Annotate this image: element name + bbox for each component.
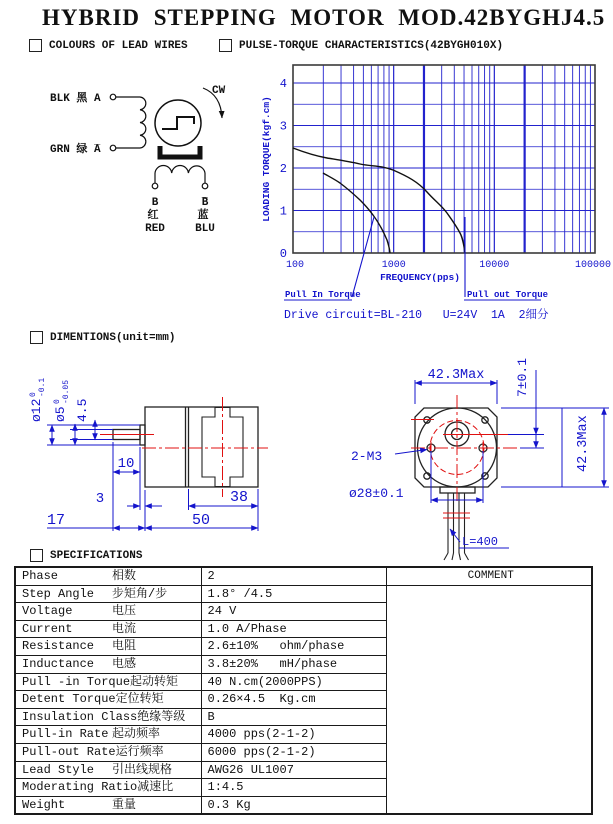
lead-abar-label: GRN 绿 A̅ bbox=[50, 144, 101, 156]
lead-bbar-label: B̅ bbox=[201, 197, 209, 209]
y-tick: 3 bbox=[279, 119, 287, 134]
cw-label: CW bbox=[212, 85, 226, 97]
section-lead-wires bbox=[29, 39, 188, 52]
drive-circuit-caption: Drive circuit=BL-210 U=24V 1A 2细分 bbox=[284, 309, 549, 322]
spec-value-cell: 0.3 Kg bbox=[201, 796, 386, 814]
checkbox-icon bbox=[30, 331, 43, 344]
dim-4-5-label: 4.5 bbox=[75, 398, 90, 422]
spec-label-cell: Current 电流 bbox=[15, 620, 201, 638]
dim-bolt-circle-label: ø28±0.1 bbox=[349, 486, 404, 501]
svg-text:0: 0 bbox=[29, 392, 38, 397]
dim-3-label: 3 bbox=[95, 491, 105, 507]
y-axis-label: LOADING TORQUE(kgf.cm) bbox=[261, 96, 272, 222]
spec-value-cell: 24 V bbox=[201, 603, 386, 621]
spec-label-cell: Pull-out Rate运行频率 bbox=[15, 743, 201, 761]
lead-b-en-label: RED bbox=[145, 223, 165, 235]
pull-in-curve bbox=[323, 173, 390, 253]
rotor-symbol bbox=[162, 117, 194, 129]
x-tick: 100 bbox=[285, 260, 305, 271]
spec-label-cell: Lead Style 引出线规格 bbox=[15, 761, 201, 779]
x-tick: 1000 bbox=[381, 260, 406, 271]
chart-grid bbox=[293, 65, 595, 253]
y-tick: 0 bbox=[279, 247, 287, 261]
spec-label-cell: Weight 重量 bbox=[15, 796, 201, 814]
spec-label-cell: Moderating Ratio减速比 bbox=[15, 779, 201, 797]
table-row bbox=[15, 585, 592, 603]
pull-out-label: Pull out Torque bbox=[467, 290, 549, 300]
terminal-abar-dot bbox=[110, 145, 116, 151]
motor-front-view bbox=[349, 358, 609, 560]
svg-text:ø5: ø5 bbox=[53, 406, 68, 422]
svg-text:-0.1: -0.1 bbox=[38, 377, 47, 397]
spec-value-cell: 3.8±20% mH/phase bbox=[201, 655, 386, 673]
shaft-dia5-label bbox=[53, 380, 71, 422]
terminal-b-dot bbox=[152, 183, 158, 189]
lead-length-label: L=400 bbox=[462, 535, 499, 549]
svg-text:-0.05: -0.05 bbox=[62, 379, 71, 404]
y-tick: 2 bbox=[279, 162, 287, 176]
page-title: HYBRID STEPPING MOTOR MOD.42BYGHJ4.5 bbox=[42, 5, 606, 30]
x-tick: 100000 bbox=[574, 260, 612, 271]
dim-17-label: 17 bbox=[46, 512, 66, 529]
lead-a-label: BLK 黑 A bbox=[50, 93, 101, 105]
section-pulse-torque-label: PULSE-TORQUE CHARACTERISTICS(42BYGH010X) bbox=[239, 39, 504, 52]
lead-b-label: B bbox=[151, 197, 159, 209]
spec-table bbox=[14, 566, 593, 815]
checkbox-icon bbox=[219, 39, 232, 52]
spec-value-cell: 1:4.5 bbox=[201, 779, 386, 797]
spec-value-cell: 1.8° /4.5 bbox=[201, 585, 386, 603]
table-row bbox=[15, 567, 592, 585]
dim-height-label: 42.3Max bbox=[576, 415, 591, 472]
phase-a-coil bbox=[140, 97, 146, 148]
y-tick: 1 bbox=[279, 204, 287, 219]
spec-label-cell: Voltage 电压 bbox=[15, 603, 201, 621]
y-axis-ticks bbox=[280, 77, 287, 261]
dim-width-label: 42.3Max bbox=[427, 368, 485, 383]
spec-value-cell: 0.26×4.5 Kg.cm bbox=[201, 691, 386, 709]
pull-in-label: Pull In Torque bbox=[285, 290, 361, 300]
dim-50-label: 50 bbox=[191, 512, 211, 529]
phase-b-coil bbox=[155, 166, 205, 173]
spec-label-cell: Step Angle 步矩角/步 bbox=[15, 585, 201, 603]
spec-value-cell: 2 bbox=[201, 567, 386, 585]
spec-label-cell: Detent Torque定位转矩 bbox=[15, 691, 201, 709]
spec-label-cell: Phase 相数 bbox=[15, 567, 201, 585]
spec-value-cell: 1.0 A/Phase bbox=[201, 620, 386, 638]
shaft-dia12-label bbox=[29, 378, 47, 422]
x-axis-ticks bbox=[286, 260, 611, 271]
spec-value-cell: 2.6±10% ohm/phase bbox=[201, 638, 386, 656]
lead-wires bbox=[444, 493, 469, 560]
section-dimensions bbox=[30, 331, 175, 344]
svg-text:0: 0 bbox=[53, 399, 62, 404]
motor-side-view bbox=[29, 378, 268, 531]
dimension-drawings bbox=[14, 350, 613, 563]
svg-text:ø12: ø12 bbox=[29, 398, 44, 422]
lead-bbar-cn-label: 蓝 bbox=[197, 210, 209, 222]
spec-label-cell: Inductance 电感 bbox=[15, 655, 201, 673]
lead-bbar-en-label: BLU bbox=[195, 223, 215, 235]
comment-header-cell: COMMENT bbox=[386, 567, 592, 585]
spec-value-cell: B bbox=[201, 708, 386, 726]
dim-m3-label: 2-M3 bbox=[351, 449, 383, 464]
terminal-bbar-dot bbox=[202, 183, 208, 189]
checkbox-icon bbox=[30, 549, 43, 562]
lead-b-cn-label: 红 bbox=[147, 210, 159, 222]
section-dimensions-label: DIMENTIONS(unit=mm) bbox=[50, 331, 176, 344]
lead-wires-diagram bbox=[20, 75, 270, 240]
x-axis-label: FREQUENCY(pps) bbox=[380, 272, 460, 283]
pulse-torque-chart bbox=[258, 56, 613, 328]
section-pulse-torque bbox=[219, 39, 503, 52]
section-specifications-label: SPECIFICATIONS bbox=[50, 549, 143, 562]
terminal-a-dot bbox=[110, 94, 116, 100]
spec-value-cell: 4000 pps(2-1-2) bbox=[201, 726, 386, 744]
dim-shaft-offset-label: 7±0.1 bbox=[515, 357, 530, 397]
spec-label-cell: Pull -in Torque起动转矩 bbox=[15, 673, 201, 691]
pull-out-curve bbox=[293, 148, 465, 253]
section-lead-wires-label: COLOURS OF LEAD WIRES bbox=[49, 39, 188, 52]
spec-value-cell: AWG26 UL1007 bbox=[201, 761, 386, 779]
y-tick: 4 bbox=[279, 77, 287, 91]
spec-value-cell: 40 N.cm(2000PPS) bbox=[201, 673, 386, 691]
chart-frame bbox=[293, 65, 595, 253]
spec-label-cell: Insulation Class绝缘等级 bbox=[15, 708, 201, 726]
comment-body-cell bbox=[386, 585, 592, 814]
spec-label-cell: Pull-in Rate 起动频率 bbox=[15, 726, 201, 744]
spec-label-cell: Resistance 电阻 bbox=[15, 638, 201, 656]
section-specifications bbox=[30, 549, 142, 562]
dim-10-label: 10 bbox=[117, 456, 135, 472]
stator-bracket bbox=[160, 146, 200, 157]
checkbox-icon bbox=[29, 39, 42, 52]
dim-38-label: 38 bbox=[229, 489, 249, 506]
spec-value-cell: 6000 pps(2-1-2) bbox=[201, 743, 386, 761]
x-tick: 10000 bbox=[479, 260, 510, 271]
